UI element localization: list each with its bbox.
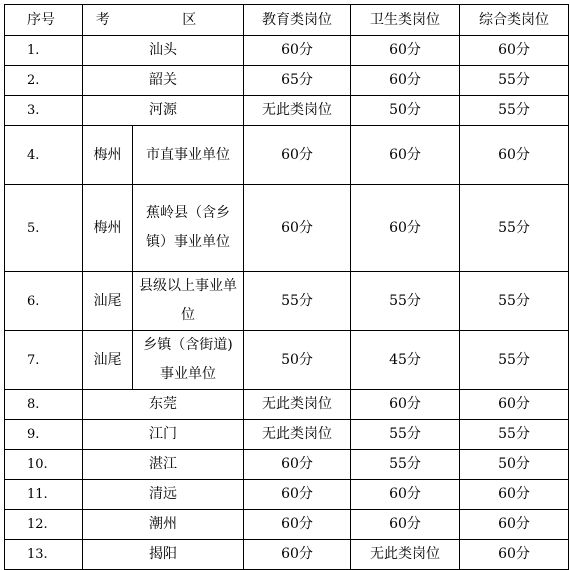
row-health: 55分 bbox=[351, 272, 460, 331]
row-region: 河源 bbox=[83, 96, 244, 126]
table-row bbox=[5, 331, 569, 390]
row-general: 55分 bbox=[460, 185, 569, 272]
table-row bbox=[5, 185, 569, 272]
row-edu: 60分 bbox=[244, 480, 351, 510]
row-region: 潮州 bbox=[83, 510, 244, 540]
table-row bbox=[5, 390, 569, 420]
row-no: 3. bbox=[5, 96, 83, 126]
table-row bbox=[5, 420, 569, 450]
row-edu: 60分 bbox=[244, 126, 351, 185]
row-no: 7. bbox=[5, 331, 83, 390]
row-edu: 60分 bbox=[244, 450, 351, 480]
row-health: 45分 bbox=[351, 331, 460, 390]
row-edu: 55分 bbox=[244, 272, 351, 331]
row-no: 4. bbox=[5, 126, 83, 185]
row-city: 汕尾 bbox=[83, 331, 133, 390]
table-row bbox=[5, 540, 569, 570]
header-edu: 教育类岗位 bbox=[244, 5, 351, 36]
row-region: 韶关 bbox=[83, 66, 244, 96]
row-subregion: 市直事业单位 bbox=[133, 126, 244, 185]
row-no: 8. bbox=[5, 390, 83, 420]
row-no: 1. bbox=[5, 36, 83, 66]
row-edu: 60分 bbox=[244, 185, 351, 272]
row-no: 12. bbox=[5, 510, 83, 540]
table-row bbox=[5, 450, 569, 480]
row-no: 11. bbox=[5, 480, 83, 510]
table-row bbox=[5, 66, 569, 96]
row-health: 60分 bbox=[351, 185, 460, 272]
row-edu: 60分 bbox=[244, 510, 351, 540]
row-city: 梅州 bbox=[83, 126, 133, 185]
row-region: 东莞 bbox=[83, 390, 244, 420]
row-health: 60分 bbox=[351, 66, 460, 96]
row-general: 55分 bbox=[460, 96, 569, 126]
row-edu: 60分 bbox=[244, 36, 351, 66]
row-general: 50分 bbox=[460, 450, 569, 480]
row-general: 60分 bbox=[460, 36, 569, 66]
row-city: 汕尾 bbox=[83, 272, 133, 331]
row-city: 梅州 bbox=[83, 185, 133, 272]
header-region-label: 考 区 bbox=[95, 11, 231, 28]
row-region: 揭阳 bbox=[83, 540, 244, 570]
row-edu: 65分 bbox=[244, 66, 351, 96]
table-row bbox=[5, 480, 569, 510]
header-health: 卫生类岗位 bbox=[351, 5, 460, 36]
header-no: 序号 bbox=[5, 5, 83, 36]
row-health: 55分 bbox=[351, 420, 460, 450]
row-no: 6. bbox=[5, 272, 83, 331]
row-region: 湛江 bbox=[83, 450, 244, 480]
row-no: 2. bbox=[5, 66, 83, 96]
score-table bbox=[4, 4, 569, 570]
row-health: 60分 bbox=[351, 480, 460, 510]
header-general: 综合类岗位 bbox=[460, 5, 569, 36]
row-edu: 无此类岗位 bbox=[244, 96, 351, 126]
table-row bbox=[5, 96, 569, 126]
row-health: 60分 bbox=[351, 510, 460, 540]
row-health: 无此类岗位 bbox=[351, 540, 460, 570]
row-general: 60分 bbox=[460, 540, 569, 570]
row-no: 10. bbox=[5, 450, 83, 480]
row-subregion: 乡镇（含街道)事业单位 bbox=[133, 331, 244, 390]
row-health: 50分 bbox=[351, 96, 460, 126]
row-region: 清远 bbox=[83, 480, 244, 510]
row-general: 55分 bbox=[460, 420, 569, 450]
row-general: 60分 bbox=[460, 510, 569, 540]
row-edu: 无此类岗位 bbox=[244, 390, 351, 420]
table-row bbox=[5, 126, 569, 185]
row-subregion: 蕉岭县（含乡镇）事业单位 bbox=[133, 185, 244, 272]
row-health: 60分 bbox=[351, 126, 460, 185]
row-subregion: 县级以上事业单位 bbox=[133, 272, 244, 331]
table-row bbox=[5, 36, 569, 66]
row-no: 13. bbox=[5, 540, 83, 570]
table-row bbox=[5, 510, 569, 540]
row-general: 55分 bbox=[460, 272, 569, 331]
row-general: 60分 bbox=[460, 390, 569, 420]
row-edu: 无此类岗位 bbox=[244, 420, 351, 450]
row-no: 5. bbox=[5, 185, 83, 272]
row-no: 9. bbox=[5, 420, 83, 450]
row-general: 60分 bbox=[460, 480, 569, 510]
row-edu: 50分 bbox=[244, 331, 351, 390]
row-region: 江门 bbox=[83, 420, 244, 450]
header-region bbox=[83, 5, 244, 36]
row-health: 55分 bbox=[351, 450, 460, 480]
row-health: 60分 bbox=[351, 36, 460, 66]
row-general: 55分 bbox=[460, 331, 569, 390]
row-edu: 60分 bbox=[244, 540, 351, 570]
row-region: 汕头 bbox=[83, 36, 244, 66]
table-row bbox=[5, 272, 569, 331]
header-row bbox=[5, 5, 569, 36]
row-health: 60分 bbox=[351, 390, 460, 420]
row-general: 55分 bbox=[460, 66, 569, 96]
row-general: 60分 bbox=[460, 126, 569, 185]
